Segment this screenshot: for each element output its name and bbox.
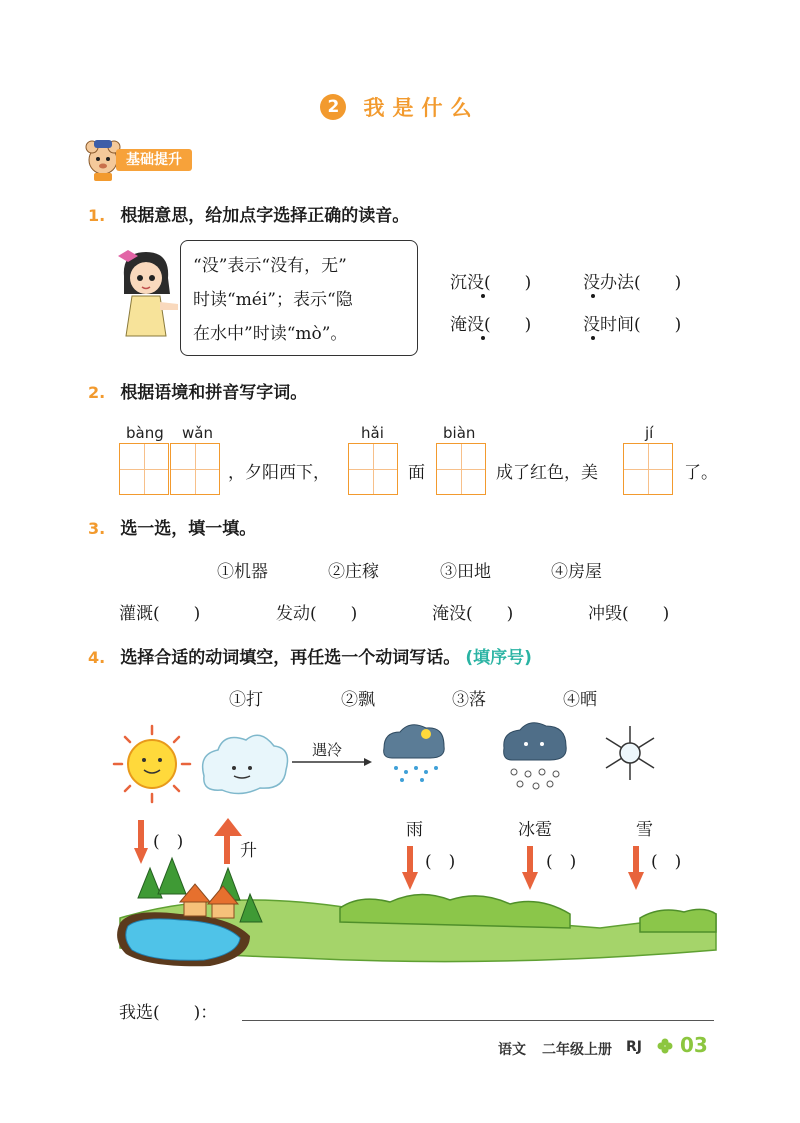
writing-box[interactable] xyxy=(623,443,673,495)
pinyin-label: biàn xyxy=(443,424,476,442)
down-arrow-icon xyxy=(402,846,418,890)
verb-option: ②飘 xyxy=(341,690,375,710)
question-text: 根据语境和拼音写字词。 xyxy=(120,383,308,403)
water-cycle-illustration xyxy=(100,718,730,978)
weather-label: 冰雹 xyxy=(518,820,552,840)
sentence-fragment: ，夕阳西下， xyxy=(228,463,330,483)
sun-icon xyxy=(114,726,190,802)
paren-blank[interactable]: ( ) xyxy=(651,852,682,872)
writing-box[interactable] xyxy=(119,443,169,495)
sentence-fragment: 面 xyxy=(408,463,425,483)
pinyin-label: jí xyxy=(645,424,654,442)
note-line: 在水中”时读“mò”。 xyxy=(193,324,348,344)
weather-label: 雪 xyxy=(636,820,653,840)
writing-line[interactable] xyxy=(242,1020,714,1021)
note-line: “没”表示“没有，无” xyxy=(193,256,347,276)
writing-box[interactable] xyxy=(348,443,398,495)
reading-item: 没办法( ) xyxy=(583,273,682,293)
lesson-title: 我是什么 xyxy=(363,96,480,120)
fill-blank[interactable]: 冲毁( ) xyxy=(588,604,670,624)
writing-box[interactable] xyxy=(436,443,486,495)
footer-subject: 语文 xyxy=(498,1042,526,1058)
question-number: 1. xyxy=(88,206,106,225)
option-item: ①机器 xyxy=(217,562,268,582)
down-arrow-icon xyxy=(628,846,644,890)
verb-option: ①打 xyxy=(229,690,263,710)
lesson-title-block xyxy=(0,92,800,122)
cloud-icon xyxy=(203,735,288,793)
paren-blank[interactable]: ( ) xyxy=(546,852,577,872)
fill-blank[interactable]: 灌溉( ) xyxy=(119,604,201,624)
snowflake-icon xyxy=(606,726,654,780)
footer-grade: 二年级上册 xyxy=(542,1042,612,1058)
down-arrow-icon xyxy=(522,846,538,890)
paren-blank[interactable]: ( ) xyxy=(425,852,456,872)
emphasis-dot xyxy=(591,294,595,298)
question-text: 选择合适的动词填空，再任选一个动词写话。 xyxy=(120,648,461,668)
cold-label: 遇冷 xyxy=(312,741,343,759)
choose-label: 我选( )： xyxy=(119,1003,218,1023)
paren-blank[interactable]: ( ) xyxy=(153,832,184,852)
question-3-header xyxy=(88,514,256,539)
writing-box[interactable] xyxy=(170,443,220,495)
girl-illustration-icon xyxy=(112,246,184,342)
question-number: 3. xyxy=(88,519,106,538)
pinyin-label: hǎi xyxy=(361,424,384,442)
emphasis-dot xyxy=(591,336,595,340)
fill-blank[interactable]: 淹没( ) xyxy=(432,604,514,624)
note-line: 时读“méi”；表示“隐 xyxy=(193,290,353,310)
question-number: 2. xyxy=(88,383,106,402)
hail-cloud-icon xyxy=(504,723,567,789)
sentence-fragment: 了。 xyxy=(684,463,718,483)
up-arrow-icon xyxy=(214,818,242,864)
section-tag: 基础提升 xyxy=(116,149,192,171)
page-number: 03 xyxy=(680,1033,708,1057)
pinyin-label: wǎn xyxy=(182,424,213,442)
question-text: 根据意思，给加点字选择正确的读音。 xyxy=(120,206,410,226)
option-item: ③田地 xyxy=(440,562,491,582)
pinyin-label: bàng xyxy=(126,424,164,442)
option-item: ④房屋 xyxy=(551,562,602,582)
rain-cloud-icon xyxy=(384,725,445,782)
footer-edition: RJ xyxy=(626,1039,642,1055)
question-4-header xyxy=(88,643,532,668)
reading-item: 淹没( ) xyxy=(450,315,532,335)
verb-option: ③落 xyxy=(452,690,486,710)
weather-label: 雨 xyxy=(406,820,423,840)
reading-item: 没时间( ) xyxy=(583,315,682,335)
option-item: ②庄稼 xyxy=(328,562,379,582)
fill-blank[interactable]: 发动( ) xyxy=(276,604,358,624)
sentence-fragment: 成了红色，美 xyxy=(496,463,598,483)
question-2-header xyxy=(88,378,307,403)
emphasis-dot xyxy=(481,294,485,298)
clover-icon xyxy=(657,1038,673,1054)
question-1-header xyxy=(88,201,409,226)
rise-label: 升 xyxy=(240,841,257,861)
emphasis-dot xyxy=(481,336,485,340)
reading-item: 沉没( ) xyxy=(450,273,532,293)
question-number: 4. xyxy=(88,648,106,667)
question-text: 选一选，填一填。 xyxy=(120,519,257,539)
down-arrow-icon xyxy=(134,820,148,864)
verb-option: ④晒 xyxy=(563,690,597,710)
lesson-number: 2 xyxy=(320,94,346,120)
question-hint: (填序号) xyxy=(465,648,532,668)
note-box xyxy=(180,240,418,356)
